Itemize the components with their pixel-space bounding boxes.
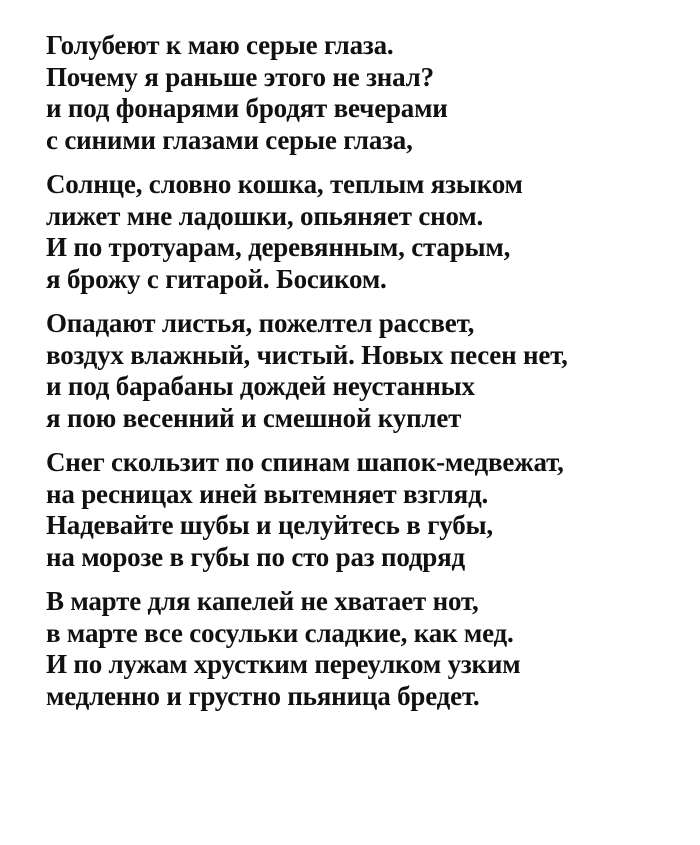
poem-line: И по лужам хрустким переулком узким bbox=[46, 649, 521, 679]
poem-line: И по тротуарам, деревянным, старым, bbox=[46, 232, 511, 262]
poem-line: Надевайте шубы и целуйтесь в губы, bbox=[46, 510, 493, 540]
poem-line: в марте все сосульки сладкие, как мед. bbox=[46, 617, 514, 648]
poem-line: на ресницах иней вытемняет взгляд. bbox=[46, 478, 489, 509]
poem-line: я брожу с гитарой. Босиком. bbox=[46, 263, 387, 294]
stanza-3 bbox=[46, 308, 686, 434]
poem-line: Почему я раньше этого не знал? bbox=[46, 61, 434, 92]
stanza-2 bbox=[46, 169, 686, 295]
poem-line: Голубеют к маю серые глаза. bbox=[46, 30, 394, 60]
stanza-1 bbox=[46, 30, 686, 156]
poem-text bbox=[46, 30, 686, 725]
poem-line: воздух влажный, чистый. Новых песен нет, bbox=[46, 339, 568, 370]
poem-line: медленно и грустно пьяница бредет. bbox=[46, 680, 480, 711]
poem-line: В марте для капелей не хватает нот, bbox=[46, 586, 479, 616]
poem-line: и под фонарями бродят вечерами bbox=[46, 93, 448, 123]
poem-line: Солнце, словно кошка, теплым языком bbox=[46, 169, 523, 199]
poem-line: лижет мне ладошки, опьяняет сном. bbox=[46, 200, 483, 231]
poem-line: Опадают листья, пожелтел рассвет, bbox=[46, 308, 475, 338]
stanza-4 bbox=[46, 447, 686, 573]
stanza-5 bbox=[46, 586, 686, 712]
poem-line: Снег скользит по спинам шапок-медвежат, bbox=[46, 447, 564, 477]
poem-line: и под барабаны дождей неустанных bbox=[46, 371, 475, 401]
poem-line: на морозе в губы по сто раз подряд bbox=[46, 541, 465, 572]
poem-line: с синими глазами серые глаза, bbox=[46, 124, 413, 155]
poem-line: я пою весенний и смешной куплет bbox=[46, 402, 462, 433]
